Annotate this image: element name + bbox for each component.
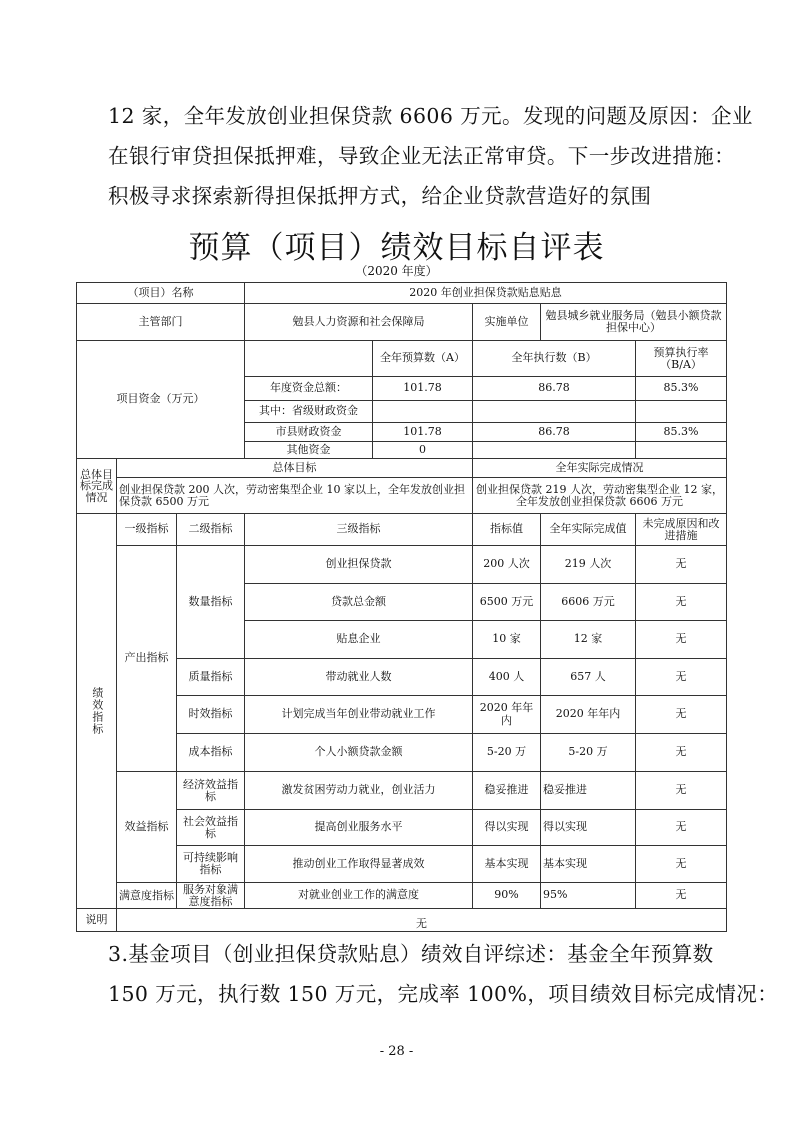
header-target: 指标值	[473, 514, 541, 546]
indicator-l2: 可持续影响指标	[177, 846, 245, 883]
overall-actual: 创业担保贷款 219 人次，劳动密集型企业 12 家，全年发放创业担保贷款 6606 万元	[473, 478, 727, 514]
project-name: 2020 年创业担保贷款贴息贴息	[245, 283, 727, 304]
indicator-actual: 稳妥推进	[541, 772, 636, 810]
indicator-reason: 无	[636, 772, 727, 810]
indicator-reason: 无	[636, 696, 727, 734]
indicator-actual: 6606 万元	[541, 584, 636, 621]
indicator-l3: 对就业创业工作的满意度	[245, 883, 473, 909]
output-label: 产出指标	[117, 546, 177, 772]
fund-row-label: 年度资金总额：	[245, 377, 373, 401]
indicator-target: 6500 万元	[473, 584, 541, 621]
header-l1: 一级指标	[117, 514, 177, 546]
satisfaction-label: 满意度指标	[117, 883, 177, 909]
header-l3: 三级指标	[245, 514, 473, 546]
indicator-l3: 计划完成当年创业带动就业工作	[245, 696, 473, 734]
indicator-target: 90%	[473, 883, 541, 909]
indicator-l3: 提高创业服务水平	[245, 810, 473, 846]
fund-rate	[636, 401, 727, 423]
blank-cell	[245, 341, 373, 377]
indicator-actual: 2020 年年内	[541, 696, 636, 734]
intro-paragraph	[108, 96, 753, 216]
indicator-l3: 激发贫困劳动力就业，创业活力	[245, 772, 473, 810]
indicator-l2: 经济效益指标	[177, 772, 245, 810]
indicator-target: 基本实现	[473, 846, 541, 883]
note-label: 说明	[77, 909, 117, 932]
fund-budget: 0	[373, 442, 473, 459]
summary-line: 3.基金项目（创业担保贷款贴息）绩效自评综述：基金全年预算数	[108, 942, 714, 966]
indicator-reason: 无	[636, 546, 727, 584]
summary-line: 150 万元，执行数 150 万元，完成率 100%，项目绩效目标完成情况：	[108, 982, 779, 1006]
col-budget: 全年预算数（A）	[373, 341, 473, 377]
indicator-reason: 无	[636, 734, 727, 772]
intro-line: 积极寻求探索新得担保抵押方式，给企业贷款营造好的氛围	[108, 184, 652, 208]
indicator-reason: 无	[636, 846, 727, 883]
indicator-actual: 219 人次	[541, 546, 636, 584]
overall-goal-label: 总体目标	[117, 459, 473, 478]
impl-value: 勉县城乡就业服务局（勉县小额贷款担保中心）	[541, 304, 727, 341]
indicator-reason: 无	[636, 584, 727, 621]
indicator-target: 5-20 万	[473, 734, 541, 772]
indicator-l2: 质量指标	[177, 659, 245, 696]
indicator-actual: 基本实现	[541, 846, 636, 883]
impl-label: 实施单位	[473, 304, 541, 341]
perf-label: 绩效指标	[77, 514, 117, 909]
indicator-target: 2020 年年内	[473, 696, 541, 734]
intro-line: 在银行审贷担保抵押难，导致企业无法正常审贷。下一步改进措施：	[108, 144, 735, 168]
indicator-l3: 贴息企业	[245, 621, 473, 659]
fund-exec: 86.78	[473, 423, 636, 442]
col-rate: 预算执行率（B/A）	[636, 341, 727, 377]
indicator-l2: 服务对象满意度指标	[177, 883, 245, 909]
intro-line: 12 家，全年发放创业担保贷款 6606 万元。发现的问题及原因：企业	[108, 104, 753, 128]
fund-rate: 85.3%	[636, 423, 727, 442]
fund-row-label: 其他资金	[245, 442, 373, 459]
fund-row-label: 市县财政资金	[245, 423, 373, 442]
indicator-l2: 成本指标	[177, 734, 245, 772]
fund-budget: 101.78	[373, 423, 473, 442]
fund-budget: 101.78	[373, 377, 473, 401]
overall-label: 总体目标完成情况	[77, 459, 117, 514]
indicator-reason: 无	[636, 659, 727, 696]
indicator-actual: 95%	[541, 883, 636, 909]
note-value: 无	[117, 909, 727, 932]
overall-goal: 创业担保贷款 200 人次，劳动密集型企业 10 家以上，全年发放创业担保贷款 6500 万元	[117, 478, 473, 514]
header-l2: 二级指标	[177, 514, 245, 546]
fund-exec: 86.78	[473, 377, 636, 401]
page-number: - 28 -	[379, 1044, 414, 1059]
fund-budget	[373, 401, 473, 423]
indicator-l2: 社会效益指标	[177, 810, 245, 846]
evaluation-table	[76, 282, 727, 932]
fund-exec	[473, 401, 636, 423]
indicator-l3: 带动就业人数	[245, 659, 473, 696]
year-subtitle: （2020 年度）	[355, 264, 438, 278]
quantity-label: 数量指标	[177, 546, 245, 659]
page-title: 预算（项目）绩效目标自评表	[188, 230, 605, 266]
indicator-reason: 无	[636, 883, 727, 909]
dept-label: 主管部门	[77, 304, 245, 341]
fund-rate: 85.3%	[636, 377, 727, 401]
indicator-actual: 657 人	[541, 659, 636, 696]
indicator-l3: 贷款总金额	[245, 584, 473, 621]
indicator-reason: 无	[636, 810, 727, 846]
summary-paragraph	[108, 934, 779, 1014]
header-reason: 未完成原因和改进措施	[636, 514, 727, 546]
indicator-actual: 5-20 万	[541, 734, 636, 772]
fund-exec	[473, 442, 636, 459]
fund-rate	[636, 442, 727, 459]
project-name-label: （项目）名称	[77, 283, 245, 304]
col-exec: 全年执行数（B）	[473, 341, 636, 377]
indicator-actual: 12 家	[541, 621, 636, 659]
indicator-actual: 得以实现	[541, 810, 636, 846]
indicator-reason: 无	[636, 621, 727, 659]
indicator-target: 稳妥推进	[473, 772, 541, 810]
indicator-target: 200 人次	[473, 546, 541, 584]
fund-row-label: 其中：省级财政资金	[245, 401, 373, 423]
indicator-l3: 创业担保贷款	[245, 546, 473, 584]
benefit-label: 效益指标	[117, 772, 177, 883]
indicator-target: 400 人	[473, 659, 541, 696]
indicator-l3: 推动创业工作取得显著成效	[245, 846, 473, 883]
header-actual: 全年实际完成值	[541, 514, 636, 546]
dept-value: 勉县人力资源和社会保障局	[245, 304, 473, 341]
indicator-target: 得以实现	[473, 810, 541, 846]
indicator-target: 10 家	[473, 621, 541, 659]
funds-label: 项目资金（万元）	[77, 341, 245, 459]
indicator-l3: 个人小额贷款金额	[245, 734, 473, 772]
indicator-l2: 时效指标	[177, 696, 245, 734]
overall-actual-label: 全年实际完成情况	[473, 459, 727, 478]
